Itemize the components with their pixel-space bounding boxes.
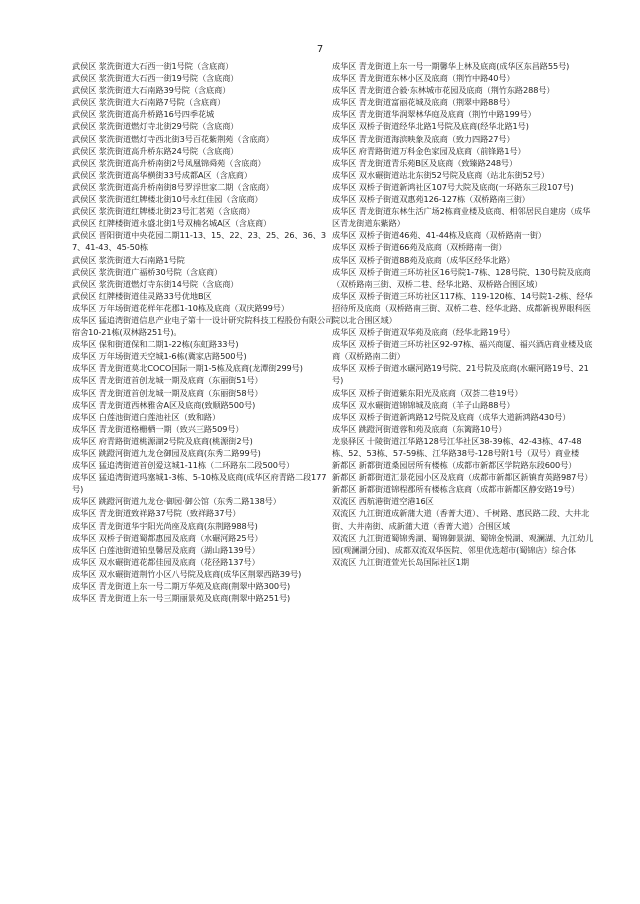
list-item: 成华区 府青路街道桃源湖2号院及底商(桃源街2号): [72, 435, 253, 446]
list-item: 双流区 九江街道萱光长岛国际社区1期: [332, 556, 470, 567]
list-item: 成华区 双桥子街道蜀都惠园及底商（水碾河路25号）: [72, 532, 263, 543]
list-item: 武侯区 浆洗街道燃灯寺北街29号院（含底商）: [72, 121, 239, 132]
list-item: 成华区 万年场街道天空城1-6栋(冀家店路500号): [72, 351, 247, 362]
list-item: 成华区 跳蹬河街道九龙仓·御园·御公馆（东秀二路138号）: [72, 496, 281, 507]
list-item: 武侯区 浆洗街道大石南路1号院: [72, 254, 185, 265]
list-item: 武侯区 浆洗街道高升桥东路24号院（含底商）: [72, 145, 239, 156]
list-item: 成华区 青龙街道上东一号二期万华苑及底商(荆翠中路300号): [72, 581, 291, 592]
list-item: 双流区 九江街道蜀锦秀湖、蜀锦御景湖、蜀锦金悦湖、观澜湖、九江幼儿园(观澜湖分园)、成都双流双华医院、邻里优选超市(蜀锦店）综合体: [332, 532, 594, 555]
list-item: 成华区 府青路街道万科金色家园及底商（前锋路1号）: [332, 145, 526, 156]
list-item: 成华区 跳蹬河街道蓉和苑及底商（东篱路10号）: [332, 423, 507, 434]
list-item: 武侯区 浆洗街道高华横街33号成都A区（含底商）: [72, 169, 252, 180]
list-item: 成华区 猛追湾街道首创爱这城1-11栋（二环路东二段500号）: [72, 460, 295, 471]
list-item: 武侯区 浆洗街道红牌楼北街23号汇茗苑（含底商）: [72, 206, 255, 217]
list-item: 成华区 双桥子街道88苑及底商（成华区经华北路）: [332, 254, 515, 265]
list-item: 武侯区 浆洗街道红牌楼北街10号永红佳园（含底商）: [72, 194, 263, 205]
list-item: 新都区 新都街道汇景花园小区及底商（成都市新都区新镇育英路987号）: [332, 472, 593, 483]
list-item: 成华区 双水碾街道锦锦城及底商（羊子山路88号）: [332, 399, 515, 410]
list-item: 成华区 青龙街道格栅栖一期（致兴三路509号）: [72, 423, 244, 434]
list-item: 成华区 双水碾街道花都佳园及底商（花径路137号）: [72, 556, 260, 567]
list-item: 新都区 新都街道锦程郡所有楼栋含底商（成都市新都区静安路19号）: [332, 484, 580, 495]
list-item: 成华区 白莲池街道铂皇馨居及底商（湖山路139号）: [72, 544, 260, 555]
list-item: 成华区 猛追湾街道信息产业电子第十一设计研究院科技工程股份有限公司宿舍10-21栋(双林路251号)。: [72, 314, 334, 338]
list-item: 双流区 西航港街道空港16区: [332, 496, 434, 507]
list-item: 成华区 青龙街道青乐苑B区及底商（致臻路248号）: [332, 157, 518, 168]
list-item: 成华区 白莲池街道白莲池社区（致和路）: [72, 411, 221, 422]
list-item: 成华区 双桥子街道46苑、41-44栋及底商（双桥路南一街）: [332, 230, 546, 241]
list-item: 成华区 保和街道保和二期1-22栋(东虹路33号): [72, 339, 239, 350]
page-number: 7: [316, 44, 324, 55]
list-item: 成华区 双桥子街道水碾河路19号院、21号院及底商(水碾河路19号、21号): [332, 363, 589, 386]
list-item: 武侯区 红牌楼街道永盛北街1号双楠名城A区（含底商）: [72, 218, 272, 229]
list-item: 成华区 青龙街道东林小区及底商（荆竹中路40号）: [332, 73, 515, 84]
list-item: 成华区 双桥子街道66苑及底商（双桥路南一街）: [332, 242, 507, 253]
list-item: 成华区 青龙街道富丽花城及底商（荆翠中路88号）: [332, 97, 515, 108]
list-item: 武侯区 浆洗街道燃灯寺东街14号院（含底商）: [72, 278, 239, 289]
list-item: 成华区 双桥子街道双惠苑126-127栋（双桥路南三街）: [332, 194, 530, 205]
list-item: 成华区 青龙街道海滨映象及底商（致力四路27号）: [332, 133, 515, 144]
list-item: 成华区 双桥子街道新鸿社区107号大院及底商(一环路东三段107号): [332, 181, 574, 192]
list-item: 成华区 青龙街道首创龙城一期及底商（东丽街58号）: [72, 387, 263, 398]
list-item: 武侯区 浆洗街道大石西一街19号院（含底商）: [72, 73, 239, 84]
list-item: 成华区 青龙街道华宇阳光尚座及底商(东荆路988号): [72, 520, 258, 531]
list-item: 新都区 新都街道桑园居所有楼栋（成都市新都区学院路东段600号）: [332, 460, 577, 471]
list-item: 武侯区 浆洗街道高升桥南街2号凤凰锦舜苑（含底商）: [72, 157, 266, 168]
list-item: 成华区 猛追湾街道玛塞城1-3栋、5-10栋及底商(成华区府青路二段177号): [72, 472, 327, 495]
list-item: 成华区 青龙街道上东一号三期丽景苑及底商(荆翠中路251号): [72, 593, 291, 604]
list-item: 成华区 双桥子街道紫东阳光及底商（双荟二巷19号）: [332, 387, 523, 398]
list-item: 武侯区 浆洗街道高升桥路16号四季花城: [72, 109, 215, 120]
list-item: 成华区 青龙街道首创龙城一期及底商（东丽街51号）: [72, 375, 263, 386]
list-item: 成华区 青龙街道致祥路37号院（致祥路37号）: [72, 508, 241, 519]
list-item: 武侯区 浆洗街道大石西一街1号院（含底商）: [72, 61, 234, 71]
list-item: 双流区 九江街道成新蒲大道（香菁大道）、千树路、惠民路二段、大井北街、大井南街、成新蒲大道（香菁大道）合围区域: [332, 508, 590, 531]
list-item: 武侯区 浆洗街道燃灯寺西北街3号百花紫荆苑（含底商）: [72, 133, 274, 144]
list-item: 武侯区 浆洗街道高升桥南街8号罗浮世家二期（含底商）: [72, 181, 274, 192]
list-item: 龙泉驿区 十陵街道江华路128号江华社区38-39栋、42-43栋、47-48栋、52、53栋、57-59栋、江华路38号-128号附1号（双号）商业楼: [332, 435, 582, 458]
list-item: 成华区 跳蹬河街道九龙仓御园及底商(东秀二路99号): [72, 448, 261, 458]
list-item: 成华区 青龙街道东林生活广场2栋商业楼及底商、相邻居民自建房（成华区青龙街道东紫路）: [332, 206, 591, 229]
list-item: 成华区 双水碾街道荆竹小区八号院及底商(成华区荆翠西路39号): [72, 568, 302, 579]
list-item: 成华区 万年场街道花样年花郡1-10栋及底商（双庆路99号）: [72, 302, 289, 313]
list-item: 成华区 双桥子街道三环坊社区92-97栋、福兴商厦、福兴酒店商业楼及底商（双桥路南二街）: [332, 339, 593, 362]
list-item: 成华区 双桥子街道经华北路1号院及底商(经华北路1号): [332, 121, 529, 132]
list-item: 成华区 双桥子街道新鸿路12号院及底商（成华大道新鸿路430号）: [332, 411, 571, 422]
list-item: 成华区 青龙街道西林雅舍A区及底商(致顺路500号): [72, 399, 256, 410]
list-item: 武侯区 晋阳街道中央花园二期11-13、15、22、23、25、26、36、37、41-43、45-50栋: [72, 230, 326, 253]
list-item: 成华区 青龙街道莫北COCO国际一期1-5栋及底商(龙潭街299号): [72, 363, 303, 374]
list-item: 武侯区 浆洗街道广福桥30号院（含底商）: [72, 266, 223, 277]
right-column: [332, 60, 596, 568]
list-item: 武侯区 浆洗街道大石南路39号院（含底商）: [72, 85, 231, 96]
list-item: 成华区 青龙街道合毅·东林城市花园及底商（荆竹东路288号）: [332, 85, 555, 96]
left-column: [72, 60, 334, 604]
list-item: 成华区 青龙街道上东一号一期馨华上林及底商(成华区东昌路55号): [332, 61, 570, 71]
list-item: 成华区 双水碾街道站北东街52号院及底商（站北东街52号）: [332, 169, 550, 180]
list-item: 成华区 双桥子街道三环坊社区16号院1-7栋、128号院、130号院及底商（双桥路南三街、双桥二巷、经华北路、双桥路合围区域）: [332, 266, 591, 289]
list-item: 武侯区 浆洗街道大石南路7号院（含底商）: [72, 97, 226, 108]
list-item: 成华区 双桥子街道三环坊社区117栋、119-120栋、14号院1-2栋、经华招待所及底商（双桥路南三街、双桥二巷、经华北路、成都新视界眼科医院以北合围区域）: [332, 290, 593, 325]
list-item: 成华区 双桥子街道双华苑及底商（经华北路19号）: [332, 327, 515, 338]
list-item: 成华区 青龙街道华润翠林华庭及底商（荆竹中路199号）: [332, 109, 536, 120]
list-item: 武侯区 红牌楼街道佳灵路33号优地B区: [72, 290, 212, 301]
